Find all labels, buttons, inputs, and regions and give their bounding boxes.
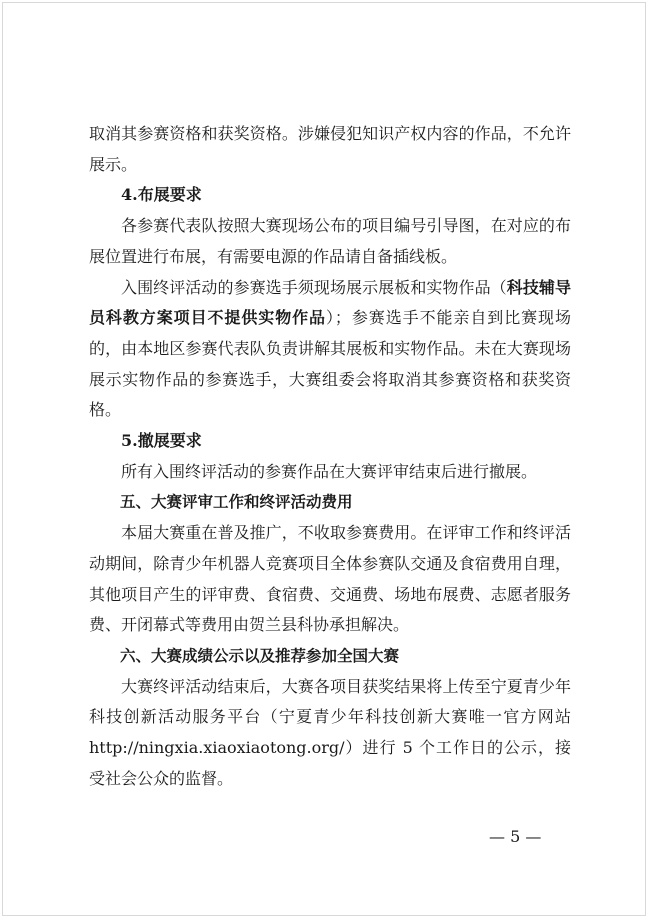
paragraph-continuation: 取消其参赛资格和获奖资格。涉嫌侵犯知识产权内容的作品，不允许展示。 <box>89 124 571 174</box>
section-heading-results: 六、大赛成绩公示以及推荐参加全国大赛 <box>120 646 400 665</box>
paragraph-setup-rules: 各参赛代表队按照大赛现场公布的项目编号引导图，在对应的布展位置进行布展，有需要电源的作品请自备插线板。 <box>89 216 571 266</box>
paragraph-fees: 本届大赛重在普及推广，不收取参赛费用。在评审工作和终评活动期间，除青少年机器人竞赛项目全体参赛队交通及食宿费用自理，其他项目产生的评审费、食宿费、交通费、场地布展费、志愿者服务费、开闭幕式等费用由贺兰县科协承担解决。 <box>89 523 571 635</box>
page-number: — 5 — <box>489 827 542 846</box>
section-heading-setup: 4.布展要求 <box>121 185 202 205</box>
section-heading-teardown: 5.撤展要求 <box>121 431 202 451</box>
document-body <box>89 119 571 794</box>
document-page <box>2 2 646 916</box>
paragraph-teardown-rules: 所有入围终评活动的参赛作品在大赛评审结束后进行撤展。 <box>121 461 538 481</box>
exhibit-rules-text-cont: ）；参赛选手不能亲自到比赛现场的，由本地区参赛代表队负责讲解其展板和实物作品。未在大赛现场展示实物作品的参赛选手，大赛组委会将取消其参赛资格和获奖资格。 <box>89 308 571 420</box>
exhibit-rules-text: 入围终评活动的参赛选手须现场展示展板和实物作品（ <box>121 277 507 297</box>
paragraph-results: 大赛终评活动结束后，大赛各项目获奖结果将上传至宁夏青少年科技创新活动服务平台（宁夏青少年科技创新大赛唯一官方网站 http://ningxia.xiaoxiaotong.org/）进行 5 个工作日的公示，接受社会公众的监督。 <box>89 676 571 788</box>
section-heading-fees: 五、大赛评审工作和终评活动费用 <box>120 493 353 512</box>
paragraph-exhibit-rules <box>89 273 571 427</box>
exhibit-rules-bold-note: 科技辅导员科教方案项目不提供实物作品 <box>89 277 571 328</box>
